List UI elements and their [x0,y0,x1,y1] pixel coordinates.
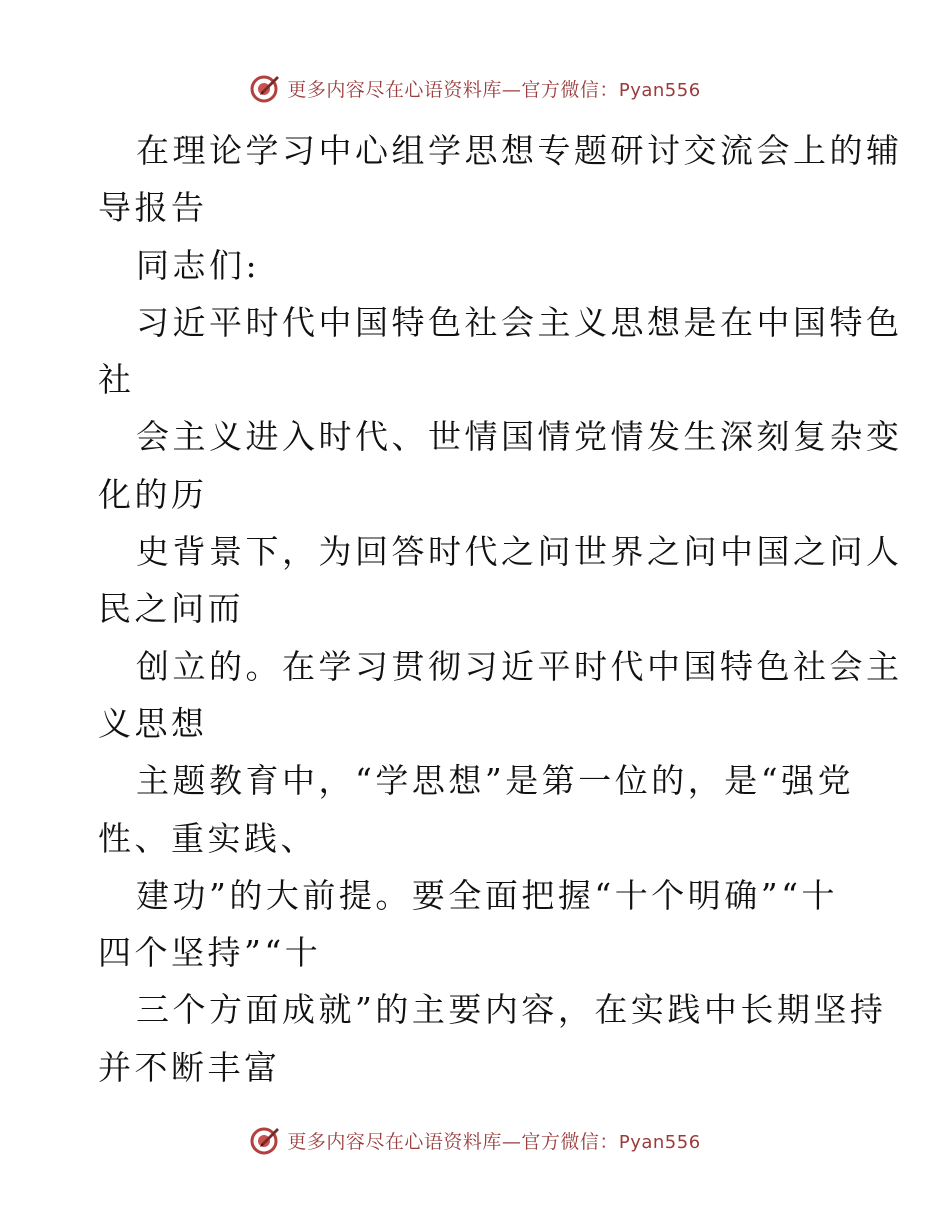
body-line: 社 [98,360,135,400]
banner-text: 更多内容尽在心语资料库—官方微信：Pyan556 [287,78,701,101]
banner-text: 更多内容尽在心语资料库—官方微信：Pyan556 [287,1130,701,1153]
pen-logo-icon [249,1124,281,1156]
document-body [98,122,903,1096]
pen-logo-icon [249,72,281,104]
body-line: 化的历 [98,474,208,514]
wechat-id: Pyan556 [618,79,701,101]
salutation: 同志们: [136,245,261,285]
body-line: 义思想 [98,703,208,743]
body-line: 主题教育中，“学思想”是第一位的，是“强党 [136,761,855,801]
body-line: 三个方面成就”的主要内容，在实践中长期坚持 [136,990,887,1030]
footer-banner [0,1122,950,1158]
body-line: 民之问而 [98,589,244,629]
title-line-1: 在理论学习中心组学思想专题研讨交流会上的辅 [136,131,903,170]
body-line: 性、重实践、 [98,818,317,858]
header-banner [0,70,950,106]
title-line-2: 导报告 [98,188,208,228]
body-line: 四个坚持”“十 [98,933,322,973]
body-line: 会主义进入时代、世情国情党情发生深刻复杂变 [136,417,903,457]
body-line: 建功”的大前提。要全面把握“十个明确”“十 [136,875,838,915]
body-line: 并不断丰富 [98,1047,281,1087]
body-line: 史背景下，为回答时代之问世界之问中国之问人 [136,532,903,572]
body-line: 习近平时代中国特色社会主义思想是在中国特色 [136,302,903,342]
wechat-id: Pyan556 [618,1131,701,1153]
body-line: 创立的。在学习贯彻习近平时代中国特色社会主 [136,646,903,686]
